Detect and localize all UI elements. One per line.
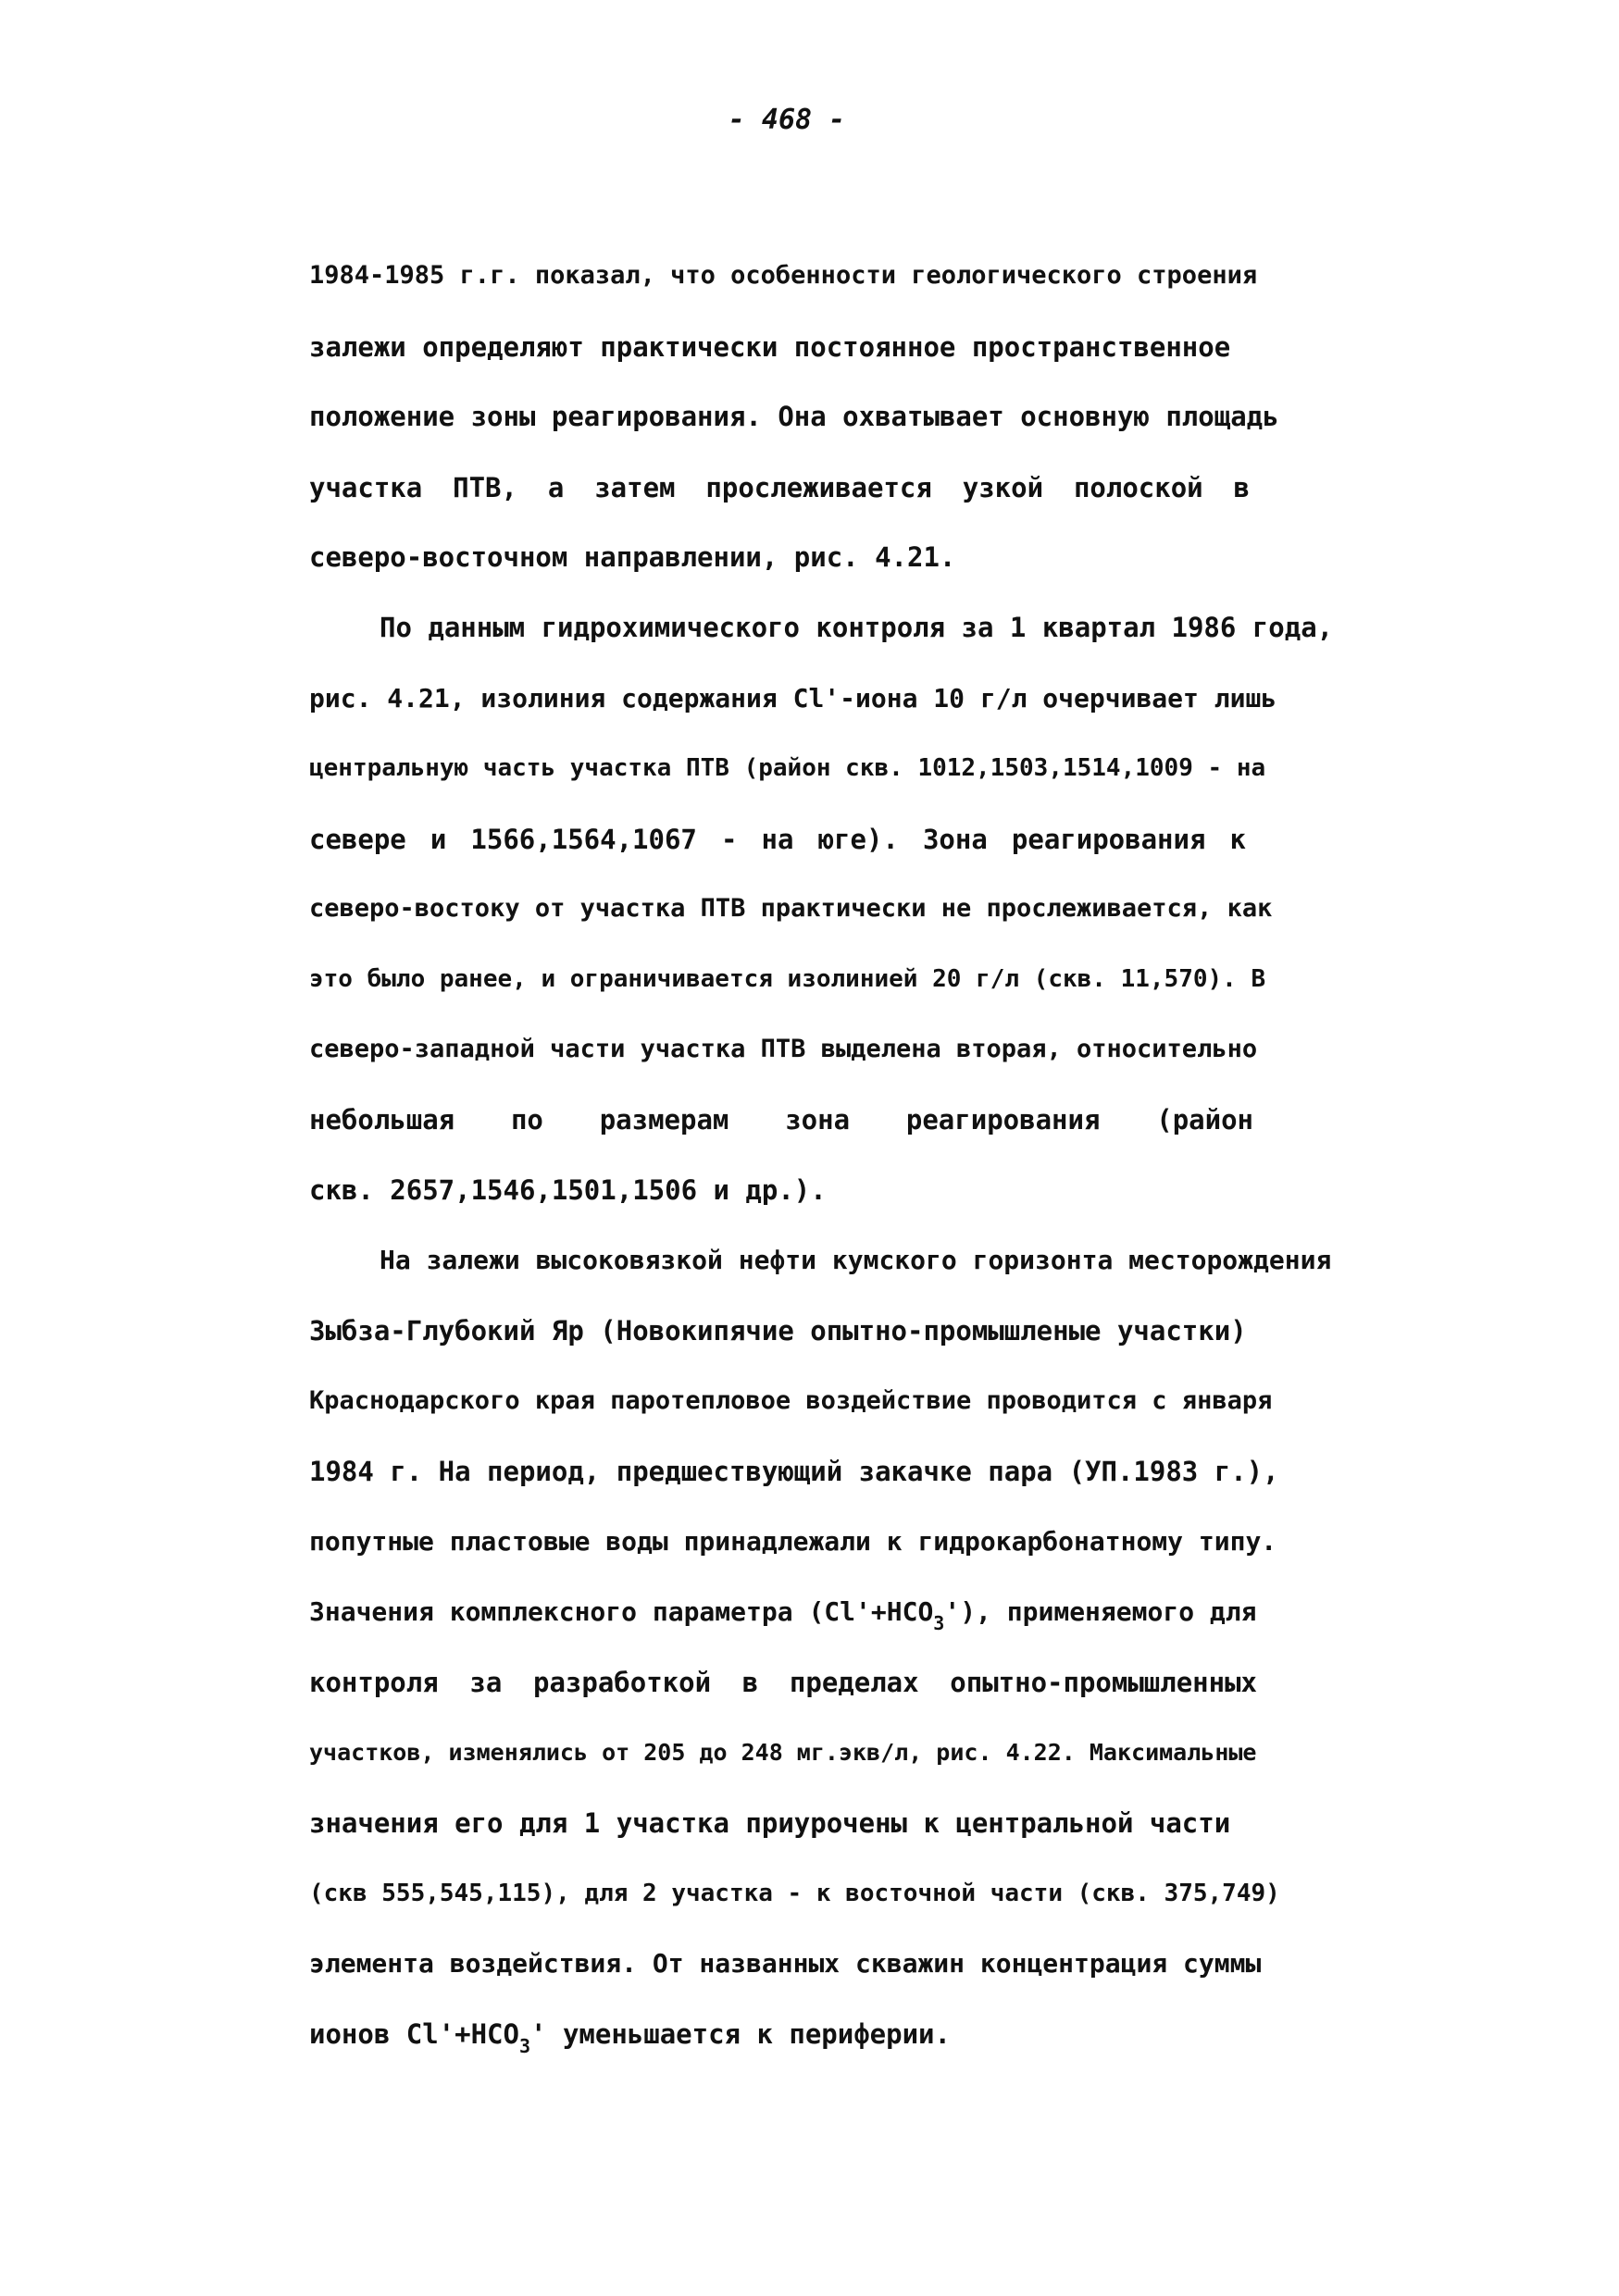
text-fragment: ионов Cl'+HCO	[309, 2018, 519, 2050]
text-line: северо-восточном направлении, рис. 4.21.	[309, 541, 956, 573]
text-line	[309, 1594, 1257, 1634]
text-line: 1984 г. На период, предшествующий закачке пара (УП.1983 г.),	[309, 1456, 1279, 1487]
page-number: - 468 -	[728, 104, 846, 136]
text-line: 1984-1985 г.г. показал, что особенности геологического строения	[309, 261, 1258, 290]
text-line: Зыбза-Глубокий Яр (Новокипячие опытно-промышленые участки)	[309, 1315, 1247, 1347]
text-line: участка ПТВ, а затем прослеживается узкой полоской в	[309, 472, 1250, 503]
text-line: северо-западной части участка ПТВ выделена вторая, относительно	[309, 1035, 1258, 1063]
text-line: это было ранее, и ограничивается изолинией 20 г/л (скв. 11,570). В	[309, 965, 1266, 993]
text-line: попутные пластовые воды принадлежали к гидрокарбонатному типу.	[309, 1526, 1277, 1557]
text-fragment: '), применяемого для	[944, 1596, 1257, 1627]
text-line: На залежи высоковязкой нефти кумского горизонта месторождения	[380, 1245, 1332, 1275]
text-line: скв. 2657,1546,1501,1506 и др.).	[309, 1174, 827, 1206]
text-line: северо-востоку от участка ПТВ практически не прослеживается, как	[309, 894, 1273, 923]
text-line: значения его для 1 участка приурочены к центральной части	[309, 1807, 1231, 1839]
text-line: контроля за разработкой в пределах опытно-промышленных	[309, 1667, 1257, 1698]
text-line: центральную часть участка ПТВ (район скв. 1012,1503,1514,1009 - на	[309, 754, 1266, 782]
text-line: небольшая по размерам зона реагирования (район	[309, 1104, 1253, 1136]
text-fragment: ' уменьшается к периферии.	[530, 2018, 951, 2050]
text-line: положение зоны реагирования. Она охватывает основную площадь	[309, 401, 1279, 432]
text-fragment: Значения комплексного параметра (Cl'+HCO	[309, 1596, 934, 1627]
text-line: По данным гидрохимического контроля за 1 квартал 1986 года,	[380, 612, 1334, 643]
text-line: участков, изменялись от 205 до 248 мг.экв/л, рис. 4.22. Максимальные	[309, 1739, 1257, 1766]
text-line	[309, 2016, 951, 2057]
text-line: рис. 4.21, изолиния содержания Cl'-иона 10 г/л очерчивает лишь	[309, 683, 1277, 714]
text-line: севере и 1566,1564,1067 - на юге). Зона реагирования к	[309, 824, 1246, 855]
text-line: Краснодарского края паротепловое воздействие проводится с января	[309, 1386, 1273, 1415]
subscript: 3	[518, 2035, 531, 2057]
text-line: залежи определяют практически постоянное пространственное	[309, 331, 1231, 363]
text-line: элемента воздействия. От названных скважин концентрация суммы	[309, 1948, 1262, 1979]
subscript: 3	[933, 1612, 945, 1634]
text-line: (скв 555,545,115), для 2 участка - к восточной части (скв. 375,749)	[309, 1880, 1280, 1907]
